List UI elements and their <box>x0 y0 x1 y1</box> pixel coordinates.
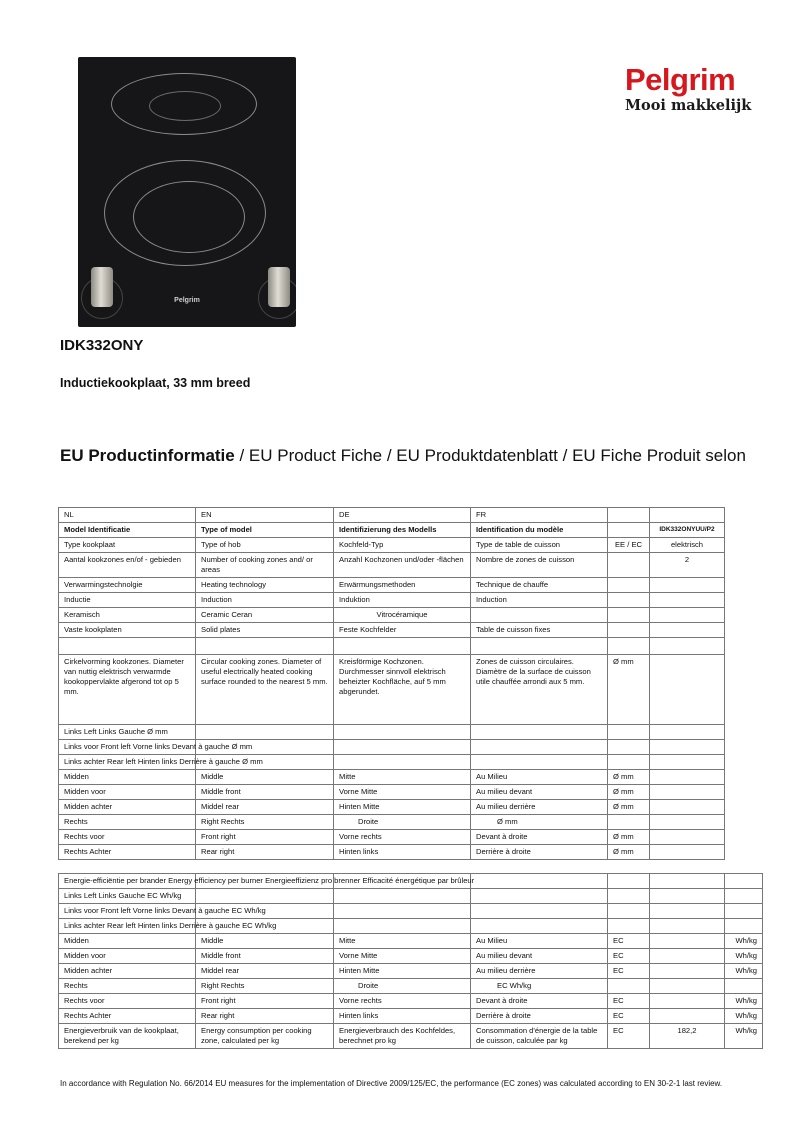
cell-fr: Derrière à droite <box>471 1009 608 1024</box>
table-row <box>59 830 725 845</box>
table-row <box>59 538 725 553</box>
cell-value: 2 <box>650 553 725 578</box>
cell-unit <box>608 623 650 638</box>
cell-unit: Ø mm <box>608 845 650 860</box>
cell-en: Middel rear <box>196 964 334 979</box>
cell-nl: Keramisch <box>59 608 196 623</box>
table-row <box>59 725 725 740</box>
back-cooking-zone-inner <box>149 91 221 121</box>
brand-tagline: Mooi makkelijk <box>625 97 752 114</box>
cell-unit: Ø mm <box>608 830 650 845</box>
cell-en: Middle front <box>196 785 334 800</box>
cell-en: Circular cooking zones. Diameter of useful electrically heated cooking surface rounded to the nearest 5 mm. <box>196 655 334 725</box>
cell-de: Vorne rechts <box>334 994 471 1009</box>
cell-fr: Au milieu devant <box>471 785 608 800</box>
cell-fr: Devant à droite <box>471 994 608 1009</box>
cell-unit <box>608 815 650 830</box>
cell-fr: EC Wh/kg <box>471 979 608 994</box>
heading-bold: EU Productinformatie <box>60 446 235 465</box>
cell-unit2: Wh/kg <box>725 994 763 1009</box>
cell-nl: Rechts <box>59 979 196 994</box>
cell-unit: EC <box>608 949 650 964</box>
cell-de: Kreisförmige Kochzonen. Durchmesser sinnvoll elektrisch beheizter Kochfläche, auf 5 mm abgerundet. <box>334 655 471 725</box>
table-row <box>59 770 725 785</box>
page-heading <box>60 446 746 466</box>
empty-row <box>59 638 725 655</box>
cell-unit2: Wh/kg <box>725 964 763 979</box>
cell-nl <box>59 874 475 889</box>
cell-value <box>650 979 725 994</box>
cell-en: Energy consumption per cooking zone, calculated per kg <box>196 1024 334 1049</box>
cell-de: Vorne Mitte <box>334 785 471 800</box>
table-row <box>59 979 763 994</box>
cell-nl: Rechts voor <box>59 830 196 845</box>
cell-fr: Consommation d'énergie de la table de cuisson, calculée par kg <box>471 1024 608 1049</box>
cell-en: Heating technology <box>196 578 334 593</box>
cell-unit: EC <box>608 1024 650 1049</box>
cell-de: Droite <box>334 979 471 994</box>
cell-en: Ceramic Ceran <box>196 608 334 623</box>
cell-de: Mitte <box>334 770 471 785</box>
cell-unit: EC <box>608 964 650 979</box>
heading-rest: / EU Product Fiche / EU Produktdatenblatt / EU Fiche Produit selon <box>234 446 746 465</box>
cell-fr: Au Milieu <box>471 934 608 949</box>
table-row <box>59 578 725 593</box>
cell-unit: EC <box>608 994 650 1009</box>
table-row <box>59 1024 763 1049</box>
cell-nl: Rechts Achter <box>59 1009 196 1024</box>
cell-en: Middel rear <box>196 800 334 815</box>
cell-nl: Rechts voor <box>59 994 196 1009</box>
cell-de: Energieverbrauch des Kochfeldes, berechnet pro kg <box>334 1024 471 1049</box>
cell-de: Hinten links <box>334 1009 471 1024</box>
cell-de: Hinten links <box>334 845 471 860</box>
cell-unit <box>608 578 650 593</box>
cell-de: Droite <box>334 815 471 830</box>
table-row <box>59 919 763 934</box>
cell-de: Hinten Mitte <box>334 800 471 815</box>
cell-unit2: Wh/kg <box>725 1009 763 1024</box>
table-row <box>59 623 725 638</box>
cell-unit2 <box>725 979 763 994</box>
table-row <box>59 949 763 964</box>
cell-fr: Au milieu devant <box>471 949 608 964</box>
table-row <box>59 553 725 578</box>
cell-nl: Midden <box>59 934 196 949</box>
cell-value <box>650 593 725 608</box>
cell-fr: Au Milieu <box>471 770 608 785</box>
cell-de: Erwärmungsmethoden <box>334 578 471 593</box>
cell-de: Kochfeld-Typ <box>334 538 471 553</box>
cell-en: Type of hob <box>196 538 334 553</box>
table-row <box>59 785 725 800</box>
cell-nl: Midden voor <box>59 785 196 800</box>
cell-unit: Ø mm <box>608 785 650 800</box>
table-row <box>59 845 725 860</box>
energy-efficiency-table <box>58 873 763 1049</box>
cell-nl: Type kookplaat <box>59 538 196 553</box>
model-value: IDK332ONYUU/P2 <box>650 523 725 538</box>
cell-nl: Cirkelvorming kookzones. Diameter van nuttig elektrisch verwarmde kookoppervlakte afgerond tot op 5 mm. <box>59 655 196 725</box>
cell-unit2: Wh/kg <box>725 1024 763 1049</box>
table-row <box>59 755 725 770</box>
cell-nl: Rechts <box>59 815 196 830</box>
table-row <box>59 800 725 815</box>
cell-nl: Energieverbruik van de kookplaat, berekend per kg <box>59 1024 196 1049</box>
row-label: Links Left Links Gauche EC Wh/kg <box>64 891 182 900</box>
cell-fr: Zones de cuisson circulaires. Diamètre de la surface de cuisson utile chauffée arrondi aux 5 mm. <box>471 655 608 725</box>
cell-en: Rear right <box>196 845 334 860</box>
cell-nl: Rechts Achter <box>59 845 196 860</box>
cell-fr: Induction <box>471 593 608 608</box>
table-row <box>59 874 763 889</box>
cell-fr: Identification du modèle <box>471 523 608 538</box>
table-row <box>59 994 763 1009</box>
row-label: Links voor Front left Vorne links Devant à gauche Ø mm <box>64 742 253 751</box>
header-value <box>650 508 725 523</box>
model-row <box>59 523 725 538</box>
header-en: EN <box>196 508 334 523</box>
table-row <box>59 815 725 830</box>
cell-value <box>650 578 725 593</box>
cell-unit: Ø mm <box>608 800 650 815</box>
table-row <box>59 889 763 904</box>
cell-unit <box>608 553 650 578</box>
cell-nl: Midden achter <box>59 800 196 815</box>
cell-value <box>650 1009 725 1024</box>
cell-de: Identifizierung des Modells <box>334 523 471 538</box>
cell-nl: Model Identificatie <box>59 523 196 538</box>
cell-value <box>650 845 725 860</box>
cell-unit <box>608 523 650 538</box>
cell-en: Rear right <box>196 1009 334 1024</box>
model-number: IDK332ONY <box>60 337 144 354</box>
cell-en: Front right <box>196 830 334 845</box>
table-row <box>59 934 763 949</box>
row-label: Links Left Links Gauche Ø mm <box>64 727 168 736</box>
header-fr: FR <box>471 508 608 523</box>
cell-nl: Midden achter <box>59 964 196 979</box>
cell-de: Vorne Mitte <box>334 949 471 964</box>
cell-fr <box>471 608 608 623</box>
cell-fr: Type de table de cuisson <box>471 538 608 553</box>
cell-en: Middle <box>196 770 334 785</box>
cell-de: Induktion <box>334 593 471 608</box>
brand-logo <box>625 62 752 114</box>
cell-de: Mitte <box>334 934 471 949</box>
cell-unit: Ø mm <box>608 770 650 785</box>
energy-efficiency-title: Energie-efficiëntie per brander Energy efficiency per burner Energieeffizienz pro brenner Efficacité énergétique par brûleur <box>64 876 475 885</box>
cell-fr: Technique de chauffe <box>471 578 608 593</box>
cell-nl <box>59 889 196 904</box>
cell-unit: EE / EC <box>608 538 650 553</box>
cell-nl <box>59 904 266 919</box>
row-label: Links achter Rear left Hinten links Derrière à gauche EC Wh/kg <box>64 921 277 930</box>
cell-value <box>650 800 725 815</box>
cell-value <box>650 830 725 845</box>
cell-en: Solid plates <box>196 623 334 638</box>
table-row <box>59 964 763 979</box>
brand-name: Pelgrim <box>625 62 736 97</box>
cell-nl: Midden <box>59 770 196 785</box>
row-label: Links achter Rear left Hinten links Derrière à gauche Ø mm <box>64 757 263 766</box>
cell-en: Number of cooking zones and/ or areas <box>196 553 334 578</box>
cell-de: Anzahl Kochzonen und/oder -flächen <box>334 553 471 578</box>
cell-value <box>650 994 725 1009</box>
cell-fr: Table de cuisson fixes <box>471 623 608 638</box>
cell-de: Vitrocéramique <box>334 608 471 623</box>
cell-value <box>650 608 725 623</box>
cell-de: Hinten Mitte <box>334 964 471 979</box>
cell-nl <box>59 725 196 740</box>
table-header-row <box>59 508 725 523</box>
header-nl: NL <box>59 508 196 523</box>
product-image <box>78 57 296 327</box>
cell-nl: Inductie <box>59 593 196 608</box>
cell-value: elektrisch <box>650 538 725 553</box>
cell-en: Middle front <box>196 949 334 964</box>
cell-value <box>650 949 725 964</box>
row-label: Links voor Front left Vorne links Devant à gauche EC Wh/kg <box>64 906 266 915</box>
cell-unit: EC <box>608 934 650 949</box>
header-de: DE <box>334 508 471 523</box>
cell-en: Induction <box>196 593 334 608</box>
hob-logo: Pelgrim <box>174 297 200 304</box>
cell-nl <box>59 919 277 934</box>
cell-unit2: Wh/kg <box>725 934 763 949</box>
cell-unit: EC <box>608 1009 650 1024</box>
front-cooking-zone-inner <box>133 181 245 253</box>
table-row <box>59 904 763 919</box>
cell-en: Front right <box>196 994 334 1009</box>
cell-en: Middle <box>196 934 334 949</box>
cell-en: Type of model <box>196 523 334 538</box>
table-row <box>59 1009 763 1024</box>
header-unit <box>608 508 650 523</box>
cell-en: Right Rechts <box>196 815 334 830</box>
cell-de: Feste Kochfelder <box>334 623 471 638</box>
cell-unit: Ø mm <box>608 655 650 725</box>
cell-fr: Ø mm <box>471 815 608 830</box>
table-row <box>59 608 725 623</box>
cell-unit <box>608 608 650 623</box>
cell-fr: Au milieu derrière <box>471 800 608 815</box>
cell-fr: Derrière à droite <box>471 845 608 860</box>
cell-fr: Nombre de zones de cuisson <box>471 553 608 578</box>
cell-value <box>650 770 725 785</box>
cell-value <box>650 785 725 800</box>
product-description: Inductiekookplaat, 33 mm breed <box>60 376 251 390</box>
table-row <box>59 740 725 755</box>
cell-value <box>650 655 725 725</box>
cell-nl: Vaste kookplaten <box>59 623 196 638</box>
cell-de: Vorne rechts <box>334 830 471 845</box>
cell-nl: Midden voor <box>59 949 196 964</box>
cell-fr: Au milieu derrière <box>471 964 608 979</box>
cell-value <box>650 934 725 949</box>
product-fiche-table <box>58 507 725 860</box>
cell-nl: Aantal kookzones en/of - gebieden <box>59 553 196 578</box>
table-row <box>59 655 725 725</box>
cell-value <box>650 964 725 979</box>
table-row <box>59 593 725 608</box>
cell-en: Right Rechts <box>196 979 334 994</box>
cell-value <box>650 815 725 830</box>
cell-nl <box>59 755 263 770</box>
cell-nl <box>59 740 253 755</box>
energy-consumption-value: 182,2 <box>650 1024 725 1049</box>
footer-note: In accordance with Regulation No. 66/2014 EU measures for the implementation of Directive 2009/125/EC, the performance (EC zones) was calculated according to EN 30-2-1 last review. <box>60 1079 723 1088</box>
cell-unit <box>608 979 650 994</box>
cell-fr: Devant à droite <box>471 830 608 845</box>
cell-unit2: Wh/kg <box>725 949 763 964</box>
cell-value <box>650 623 725 638</box>
cell-nl: Verwarmingstechnolgie <box>59 578 196 593</box>
cell-unit <box>608 593 650 608</box>
